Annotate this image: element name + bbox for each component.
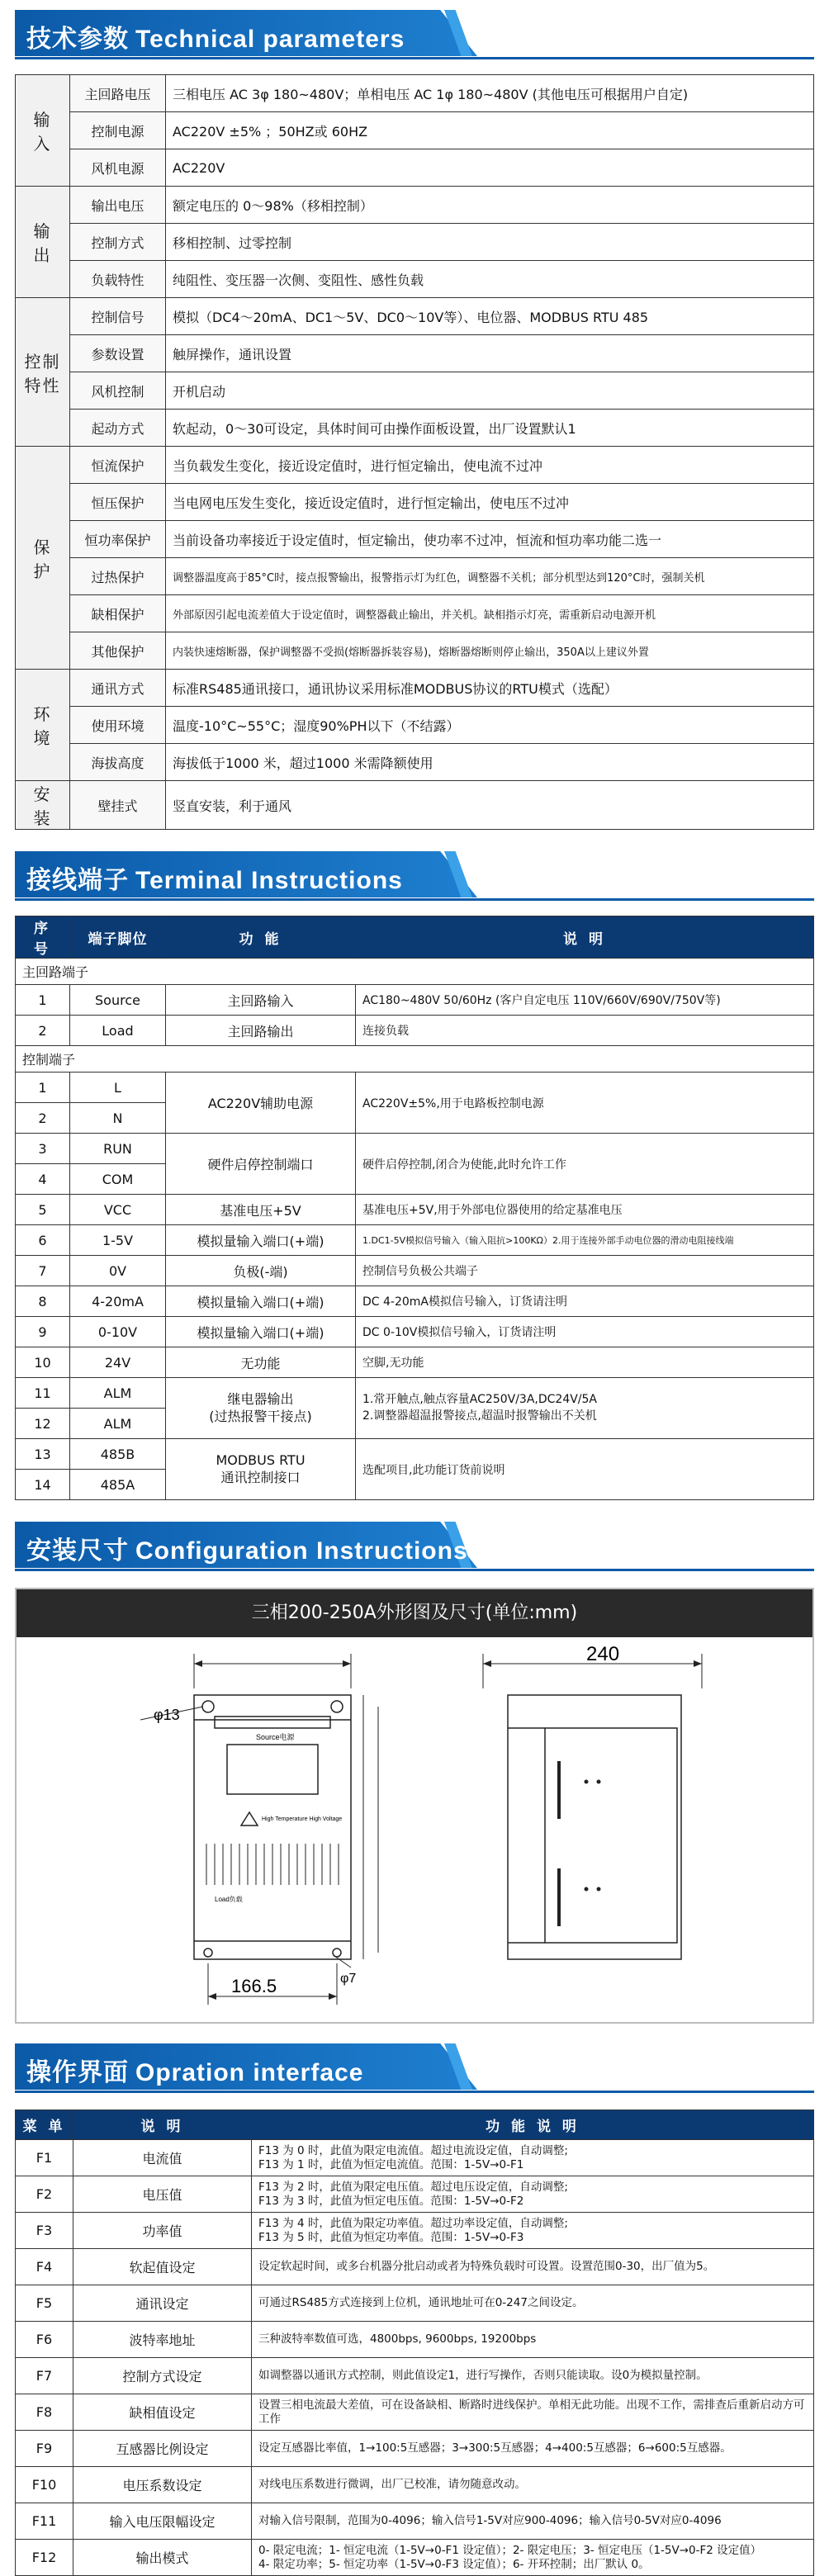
spec-row [16,372,814,410]
table-row [16,2322,814,2358]
menu-function: F13 为 2 时，此值为限定电压值。超过电压设定值，自动调整; F13 为 3 时，此值为恒定电压值。范围：1-5V→0-F2 [252,2176,814,2213]
cell-description: 硬件启停控制,闭合为使能,此时允许工作 [356,1134,814,1195]
banner-underline [15,1569,814,1571]
spec-row [16,707,814,744]
table-row [16,985,814,1016]
table-row [16,1317,814,1347]
spec-row [16,261,814,298]
spec-value: 软起动，0～30可设定，具体时间可由操作面板设置，出厂设置默认1 [166,410,814,447]
banner-title: 安装尺寸 Configuration Instructions [26,1537,468,1565]
menu-function: 如调整器以通讯方式控制，则此值设定1，进行写操作，否则只能读取。设0为模拟量控制。 [252,2358,814,2394]
cell-function: MODBUS RTU 通讯控制接口 [166,1439,356,1500]
table-row [16,1378,814,1409]
menu-code: F4 [16,2249,73,2285]
menu-name: 输出模式 [73,2540,252,2576]
header-menu: 菜 单 [16,2110,73,2140]
cell-function: 继电器输出 (过热报警干接点) [166,1378,356,1439]
spec-label: 其他保护 [70,632,166,670]
spec-label: 控制信号 [70,298,166,335]
menu-function: 设置三相电流最大差值，可在设备缺相、断路时进线保护。单相无此功能。出现不工作，需排查后重新启动方可工作 [252,2394,814,2431]
foot-hole-label: φ7 [340,1972,357,1986]
cell-description: DC 0-10V模拟信号输入，订货请注明 [356,1317,814,1347]
spec-value: 触屏操作，通讯设置 [166,335,814,372]
menu-code: F10 [16,2467,73,2503]
display-window [227,1745,318,1794]
mount-hole-right [331,1701,343,1712]
spec-row [16,521,814,558]
menu-function: 对输入信号限制，范围为0-4096；输入信号1-5V对应900-4096；输入信号0-5V对应0-4096 [252,2503,814,2540]
cell-no: 6 [16,1225,70,1256]
header-no: 序 号 [16,916,70,959]
cell-function: 硬件启停控制端口 [166,1134,356,1195]
cell-pin: RUN [70,1134,166,1164]
cell-no: 11 [16,1378,70,1409]
spec-row [16,744,814,781]
cell-function: 基准电压+5V [166,1195,356,1225]
spec-value: AC220V ±5% ；50HZ或 60HZ [166,112,814,149]
cell-description: 基准电压+5V,用于外部电位器使用的给定基准电压 [356,1195,814,1225]
spec-row [16,224,814,261]
spec-group-label: 控制 特性 [16,298,70,447]
section-banner-terminal [15,851,814,897]
spec-label: 起动方式 [70,410,166,447]
cell-description: AC220V±5%,用于电路板控制电源 [356,1073,814,1134]
cell-pin: 4-20mA [70,1286,166,1317]
spec-group-label: 保 护 [16,447,70,670]
ops-header-row [16,2110,814,2140]
cell-function: 负极(-端) [166,1256,356,1286]
cell-description: 选配项目,此功能订货前说明 [356,1439,814,1500]
spec-value: 额定电压的 0～98%（移相控制） [166,187,814,224]
spec-label: 过热保护 [70,558,166,595]
cell-description: DC 4-20mA模拟信号输入，订货请注明 [356,1286,814,1317]
cell-no: 1 [16,985,70,1016]
cell-pin: ALM [70,1378,166,1409]
cell-pin: 0-10V [70,1317,166,1347]
spec-row [16,595,814,632]
cell-no: 4 [16,1164,70,1195]
cell-function: 模拟量输入端口(+端) [166,1225,356,1256]
banner-underline [15,2091,814,2093]
spec-value: 调整器温度高于85°C时，接点报警输出，报警指示灯为红色，调整器不关机；部分机型达到120°C时，强制关机 [166,558,814,595]
terminal-table [15,916,814,1500]
cell-pin: COM [70,1164,166,1195]
cell-function: 模拟量输入端口(+端) [166,1286,356,1317]
table-row [16,2431,814,2467]
menu-function: 0- 限定电流；1- 恒定电流（1-5V→0-F1 设定值）；2- 限定电压；3- 恒定电压（1-5V→0-F2 设定值） 4- 限定功率；5- 恒定功率（1-5V→0-F3 设定值）；6- 开环控制；出厂默认 0。 [252,2540,814,2576]
cell-description: 控制信号负极公共端子 [356,1256,814,1286]
menu-code: F9 [16,2431,73,2467]
spec-value: 外部原因引起电流差值大于设定值时，调整器截止输出，并关机。缺相指示灯亮，需重新启动电源开机 [166,595,814,632]
menu-function: 设定互感器比率值，1→100:5互感器；3→300:5互感器；4→400:5互感器；6→600:5互感器。 [252,2431,814,2467]
cell-description: 1.DC1-5V模拟信号输入（输入阻抗>100KΩ）2.用于连接外部手动电位器的滑动电阻接线端 [356,1225,814,1256]
cell-pin: 24V [70,1347,166,1378]
menu-code: F12 [16,2540,73,2576]
spec-label: 使用环境 [70,707,166,744]
spec-label: 壁挂式 [70,781,166,830]
table-row [16,1225,814,1256]
spec-value: 移相控制、过零控制 [166,224,814,261]
spec-value: 标准RS485通讯接口，通讯协议采用标准MODBUS协议的RTU模式（选配） [166,670,814,707]
table-row [16,2140,814,2176]
cell-no: 2 [16,1103,70,1134]
cell-pin: 485B [70,1439,166,1470]
table-row [16,1256,814,1286]
operation-table [15,2110,814,2576]
spec-group-label: 输 出 [16,187,70,298]
spec-value: 模拟（DC4～20mA、DC1～5V、DC0～10V等）、电位器、MODBUS RTU 485 [166,298,814,335]
table-row [16,1439,814,1470]
menu-function: F13 为 4 时，此值为限定功率值。超过功率设定值，自动调整; F13 为 5 时，此值为恒定功率值。范围：1-5V→0-F3 [252,2213,814,2249]
spec-row [16,335,814,372]
cell-no: 9 [16,1317,70,1347]
menu-function: 设定软起时间，或多台机器分批启动或者为特殊负载时可设置。设置范围0-30，出厂值为5。 [252,2249,814,2285]
table-row [16,2467,814,2503]
spec-label: 主回路电压 [70,75,166,112]
cell-function: AC220V辅助电源 [166,1073,356,1134]
spec-row [16,298,814,335]
spec-value: 海拔低于1000 米，超过1000 米需降额使用 [166,744,814,781]
cell-pin: 1-5V [70,1225,166,1256]
section-banner-tech [15,10,814,56]
table-row [16,2249,814,2285]
spec-row [16,410,814,447]
cell-pin: Load [70,1016,166,1046]
header-description: 说 明 [356,916,814,959]
drawing-title: 三相200-250A外形图及尺寸(单位:mm) [17,1589,812,1637]
table-row [16,1134,814,1164]
spec-value: 内装快速熔断器，保护调整器不受损(熔断器拆装容易)，熔断器熔断则停止输出，350A以上建议外置 [166,632,814,670]
banner-title: 接线端子 Terminal Instructions [26,866,403,895]
spec-value: 竖直安装，利于通风 [166,781,814,830]
spec-label: 缺相保护 [70,595,166,632]
menu-name: 输入电压限幅设定 [73,2503,252,2540]
cell-no: 10 [16,1347,70,1378]
cell-pin: ALM [70,1409,166,1439]
cell-pin: VCC [70,1195,166,1225]
menu-code: F2 [16,2176,73,2213]
table-row [16,2358,814,2394]
header-name: 说 明 [73,2110,252,2140]
cell-no: 2 [16,1016,70,1046]
spec-label: 海拔高度 [70,744,166,781]
menu-code: F7 [16,2358,73,2394]
cell-no: 1 [16,1073,70,1103]
menu-name: 功率值 [73,2213,252,2249]
spec-row [16,187,814,224]
menu-function: F13 为 0 时，此值为限定电流值。超过电流设定值，自动调整; F13 为 1 时，此值为恒定电流值。范围：1-5V→0-F1 [252,2140,814,2176]
menu-function: 对线电压系数进行微调，出厂已校准，请勿随意改动。 [252,2467,814,2503]
header-pin: 端子脚位 [70,916,166,959]
spec-value: 开机启动 [166,372,814,410]
banner-underline [15,898,814,901]
cell-description: AC180~480V 50/60Hz (客户自定电压 110V/660V/690V/750V等) [356,985,814,1016]
cell-pin: 0V [70,1256,166,1286]
menu-name: 软起值设定 [73,2249,252,2285]
table-row [16,1016,814,1046]
banner-title: 操作界面 Opration interface [26,2058,364,2087]
spec-label: 输出电压 [70,187,166,224]
cell-no: 13 [16,1439,70,1470]
menu-function: 可通过RS485方式连接到上位机，通讯地址可在0-247之间设定。 [252,2285,814,2322]
cell-description: 空脚,无功能 [356,1347,814,1378]
spec-label: 风机控制 [70,372,166,410]
menu-name: 通讯设定 [73,2285,252,2322]
brand-label: Source电源 [256,1733,295,1741]
cell-no: 5 [16,1195,70,1225]
width-label: 240 [586,1643,620,1665]
spec-label: 通讯方式 [70,670,166,707]
spec-row [16,75,814,112]
spec-label: 恒流保护 [70,447,166,484]
bottom-dimension-label: 166.5 [231,1976,277,1996]
banner-title: 技术参数 Technical parameters [26,25,405,54]
table-row [16,2503,814,2540]
spec-label: 负载特性 [70,261,166,298]
table-row [16,1347,814,1378]
spec-value: 温度-10°C~55°C；湿度90%PH以下（不结露） [166,707,814,744]
spec-row [16,447,814,484]
menu-code: F1 [16,2140,73,2176]
table-row [16,2213,814,2249]
table-row [16,2540,814,2576]
menu-code: F8 [16,2394,73,2431]
table-row [16,1195,814,1225]
menu-code: F6 [16,2322,73,2358]
section-main-terminals: 主回路端子 [16,959,814,985]
table-row [16,2394,814,2431]
table-row [16,1286,814,1317]
cell-function: 主回路输入 [166,985,356,1016]
spec-label: 恒功率保护 [70,521,166,558]
menu-name: 电压值 [73,2176,252,2213]
menu-name: 波特率地址 [73,2322,252,2358]
spec-label: 控制电源 [70,112,166,149]
table-row [16,1073,814,1103]
spec-value: 三相电压 AC 3φ 180~480V；单相电压 AC 1φ 180~480V (其他电压可根据用户自定) [166,75,814,112]
cell-pin: 485A [70,1470,166,1500]
menu-code: F3 [16,2213,73,2249]
menu-function: 三种波特率数值可选，4800bps, 9600bps, 19200bps [252,2322,814,2358]
menu-code: F11 [16,2503,73,2540]
side-panel [508,1695,681,1959]
warning-label: High Temperature High Voltage [262,1816,343,1822]
spec-label: 风机电源 [70,149,166,187]
menu-name: 互感器比例设定 [73,2431,252,2467]
spec-row [16,484,814,521]
section-banner-config [15,1522,814,1568]
cell-no: 14 [16,1470,70,1500]
cell-no: 12 [16,1409,70,1439]
header-function: 功 能 [166,916,356,959]
spec-value: 纯阻性、变压器一次侧、变阻性、感性负载 [166,261,814,298]
header-function: 功 能 说 明 [252,2110,814,2140]
section-banner-ops [15,2043,814,2090]
cell-no: 7 [16,1256,70,1286]
spec-label: 参数设置 [70,335,166,372]
hole-label: φ13 [154,1707,180,1723]
cell-description: 1.常开触点,触点容量AC250V/3A,DC24V/5A 2.调整器超温报警接点,超温时报警输出不关机 [356,1378,814,1439]
terminal-header-row [16,916,814,959]
load-label: Load负载 [215,1896,243,1903]
section-control-terminals: 控制端子 [16,1046,814,1073]
spec-label: 控制方式 [70,224,166,261]
banner-underline [15,57,814,59]
spec-value: 当负载发生变化，接近设定值时，进行恒定输出，使电流不过冲 [166,447,814,484]
cell-function: 主回路输出 [166,1016,356,1046]
spec-row [16,781,814,830]
spec-row [16,558,814,595]
menu-name: 控制方式设定 [73,2358,252,2394]
spec-row [16,112,814,149]
table-row [16,2285,814,2322]
cell-pin: N [70,1103,166,1134]
spec-group-label: 安 装 [16,781,70,830]
cell-pin: L [70,1073,166,1103]
spec-value: AC220V [166,149,814,187]
spec-row [16,632,814,670]
spec-value: 当前设备功率接近于设定值时，恒定输出，使功率不过冲，恒流和恒功率功能二选一 [166,521,814,558]
cell-function: 模拟量输入端口(+端) [166,1317,356,1347]
menu-name: 缺相值设定 [73,2394,252,2431]
cell-no: 8 [16,1286,70,1317]
spec-row [16,670,814,707]
table-row [16,2176,814,2213]
spec-group-label: 输 入 [16,75,70,187]
mount-hole-left [202,1701,214,1712]
spec-table [15,74,814,830]
dimension-drawing [15,1588,814,2024]
menu-code: F5 [16,2285,73,2322]
menu-name: 电压系数设定 [73,2467,252,2503]
menu-name: 电流值 [73,2140,252,2176]
cell-pin: Source [70,985,166,1016]
spec-group-label: 环 境 [16,670,70,781]
cell-description: 连接负载 [356,1016,814,1046]
spec-value: 当电网电压发生变化，接近设定值时，进行恒定输出，使电压不过冲 [166,484,814,521]
spec-label: 恒压保护 [70,484,166,521]
spec-row [16,149,814,187]
cell-no: 3 [16,1134,70,1164]
outline-drawing [17,1637,812,2022]
cell-function: 无功能 [166,1347,356,1378]
